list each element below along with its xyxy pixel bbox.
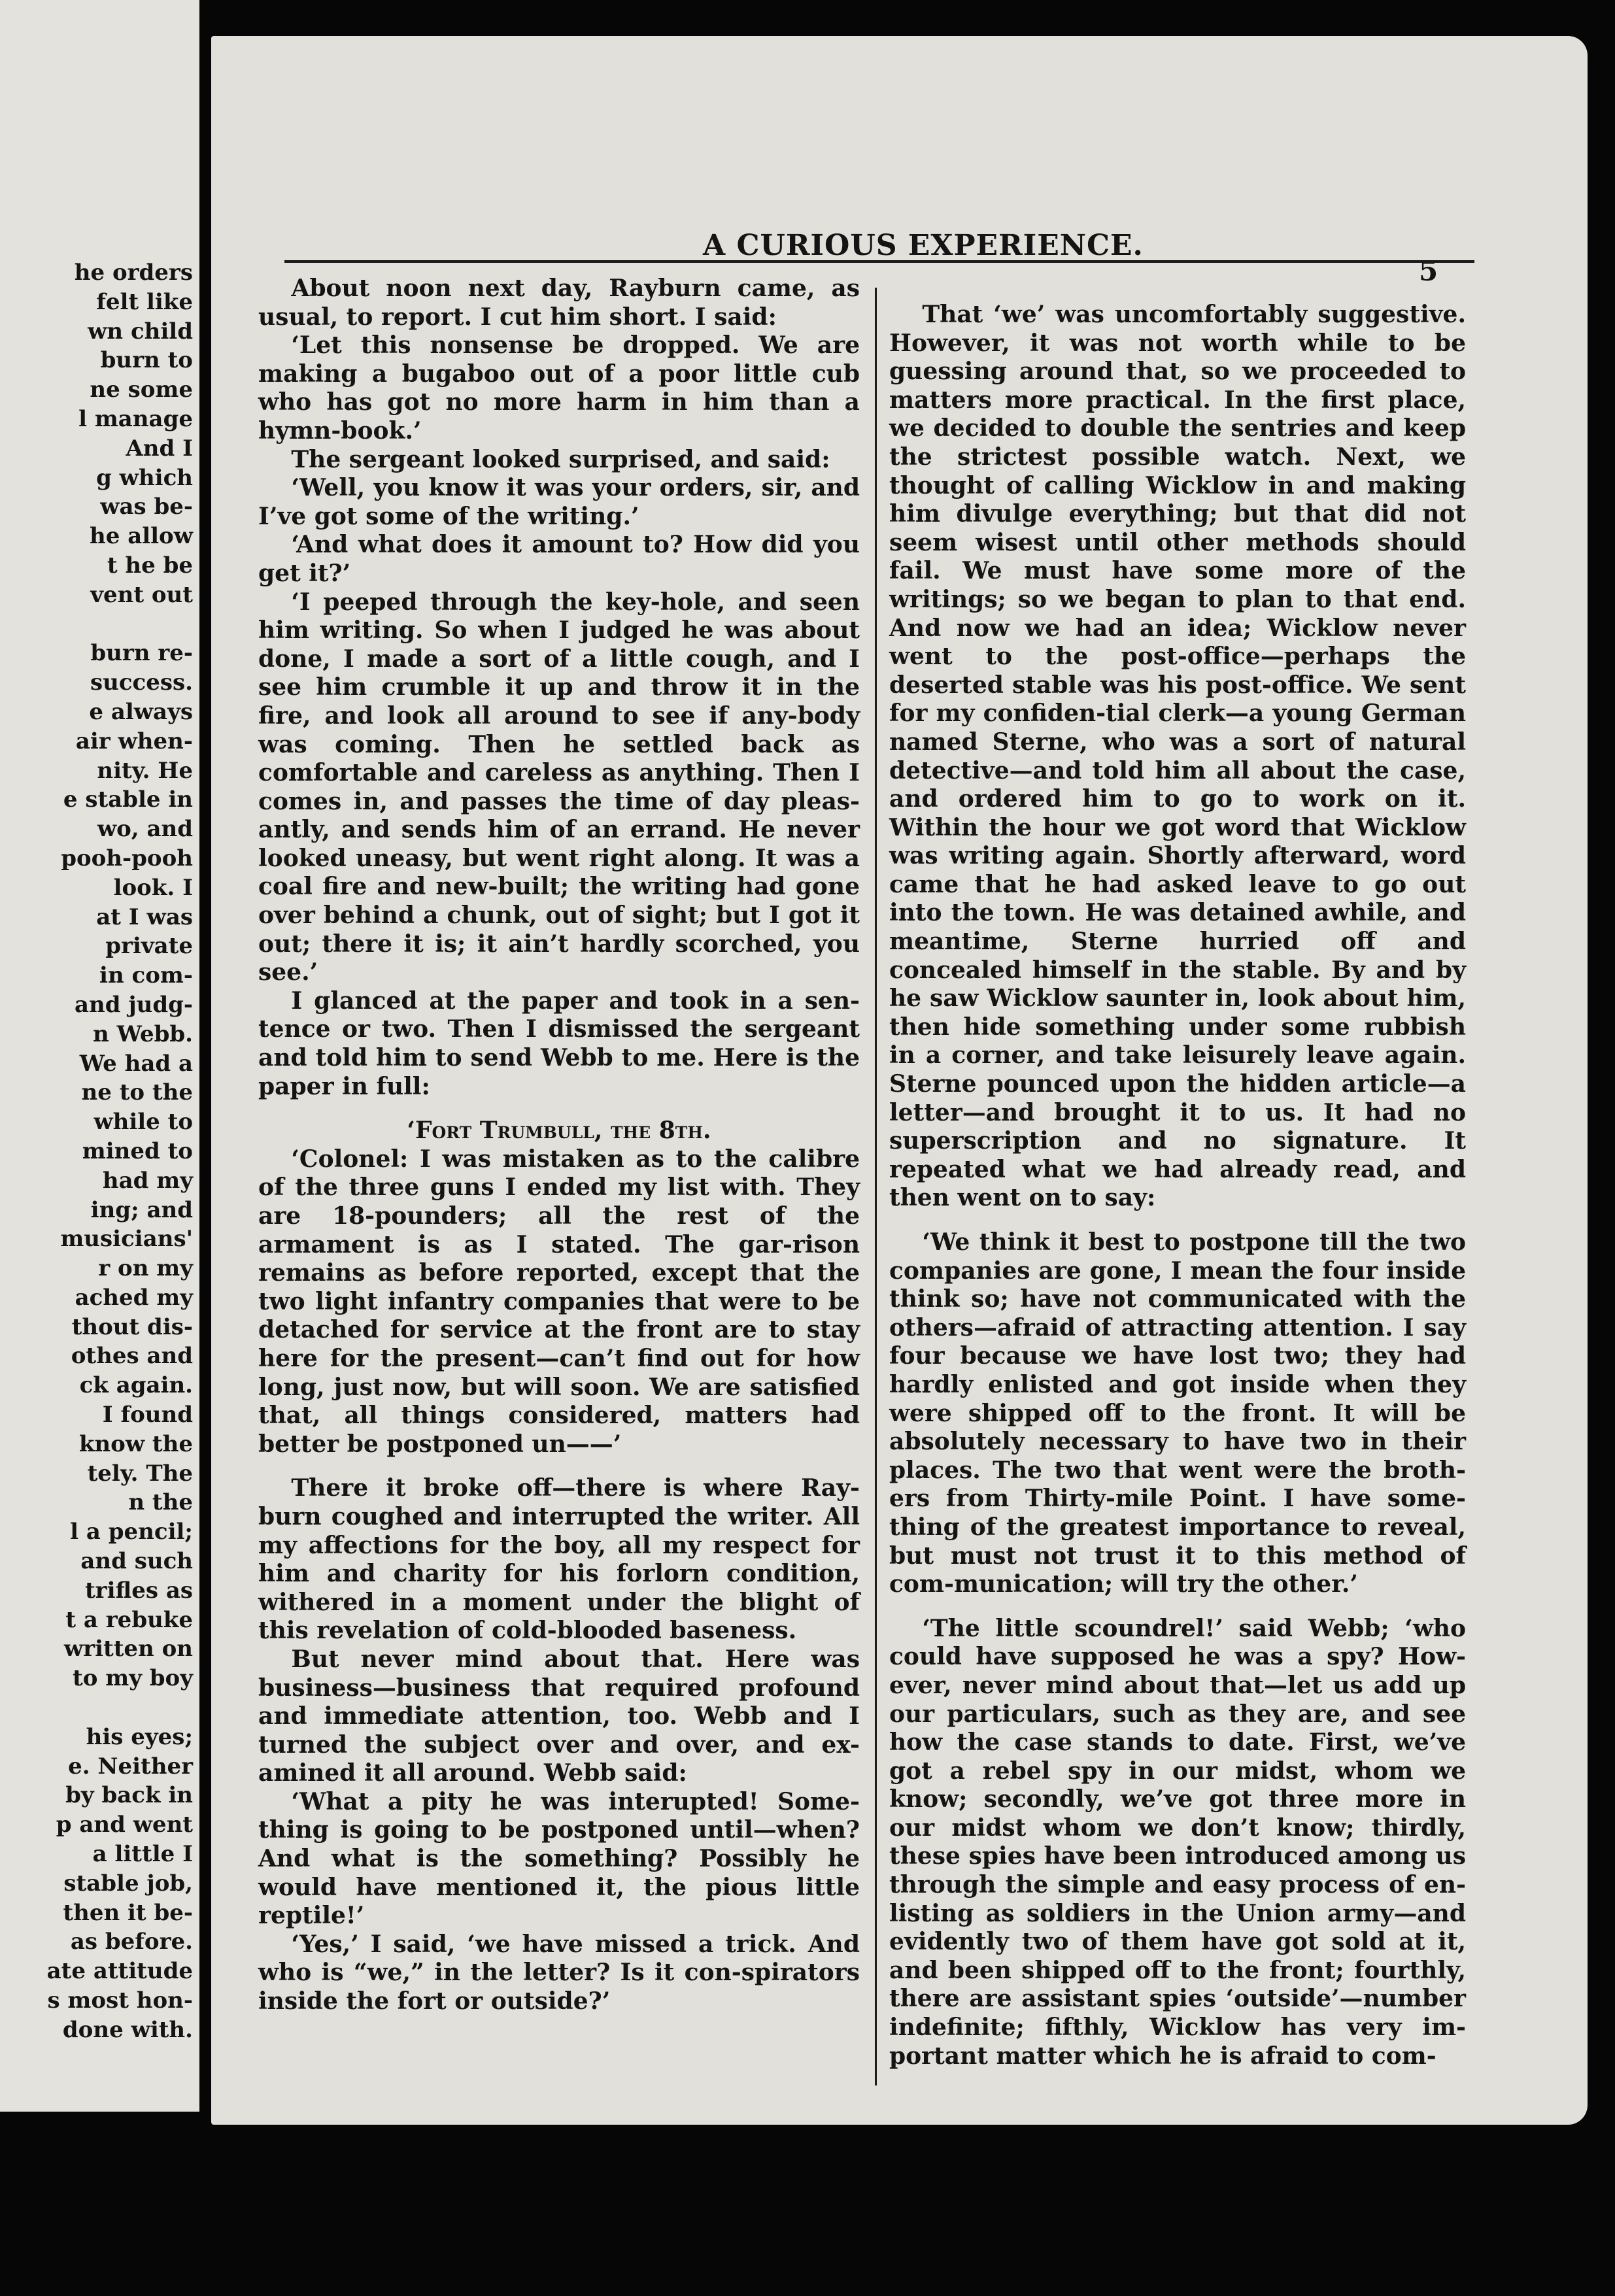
paragraph: ‘Let this nonsense be dropped. We are making a bugaboo out of a poor little cub who has got no more harm in him than a hymn-book.’ (258, 331, 860, 445)
left-column (258, 275, 860, 2016)
paragraph: ‘And what does it amount to? How did you get it?’ (258, 531, 860, 587)
paragraph: ‘The little scoundrel!’ said Webb; ‘who could have supposed he was a spy? How-ever, never mind about that—let us add up our particulars, such as they are, and see how the case stands to date. First, we’ve got a rebel spy in our midst, whom we know; secondly, we’ve got three more in our midst whom we don’t know; thirdly, these spies have been introduced among us through the simple and easy process of en-listing as soldiers in the Union army—and evidently two of them have got sold at it, and been shipped off to the front; fourthly, there are assistant spies ‘outside’—number indefinite; fifthly, Wicklow has very im-portant matter which he is afraid to com- (889, 1614, 1466, 2070)
facing-page-text: he orders felt like wn child burn to ne some l manage And I g which was be- he allow t he be vent out burn re- success. e always air when- nity. He e stable in wo, and pooh-pooh look. I at I was private in com- and judg- n Webb. We had a ne to the while to mined to had my ing; and musicians' r on my ached my thout dis- othes and ck again. I found know the tely. The n the l a pencil; and such trifles as t a rebuke written on to my boy his eyes; e. Neither by back in p and went a little I stable job, then it be- as before. ate attitude s most hon- done with. (46, 260, 193, 2043)
paragraph: There it broke off—there is where Ray-burn coughed and interrupted the writer. All my affections for the boy, all my respect for him and charity for his forlorn condition, withered in a moment under the blight of this revelation of cold-blooded baseness. (258, 1474, 860, 1645)
paragraph: ‘I peeped through the key-hole, and seen him writing. So when I judged he was about done, I made a sort of a little cough, and I see him crumble it up and throw it in the fire, and look all around to see if any-body was coming. Then he settled back as comfortable and careless as anything. Then I comes in, and passes the time of day pleas-antly, and sends him of an errand. He never looked uneasy, but went right along. It was a coal fire and new-built; the writing had gone over behind a chunk, out of sight; but I got it out; there it is; it ain’t hardly scorched, you see.’ (258, 588, 860, 987)
paragraph: I glanced at the paper and took in a sen-tence or two. Then I dismissed the sergeant and told him to send Webb to me. Here is the paper in full: (258, 987, 860, 1100)
paragraph: ‘Well, you know it was your orders, sir, and I’ve got some of the writing.’ (258, 474, 860, 530)
column-divider (875, 288, 877, 2085)
paragraph: ‘What a pity he was interupted! Some-thing is going to be postponed until—when? And what is the something? Possibly he would have mentioned it, the pious little reptile!’ (258, 1787, 860, 1930)
running-title: A CURIOUS EXPERIENCE. (703, 229, 1144, 262)
letter-body: ‘Colonel: I was mistaken as to the calibre of the three guns I ended my list with. They are 18-pounders; all the rest of the armament is as I stated. The gar-rison remains as before reported, except that the two light infantry companies that were to be detached for service at the front are to stay here for the present—can’t find out for how long, just now, but will soon. We are satisfied that, all things considered, matters had better be postponed un——’ (258, 1145, 860, 1458)
paragraph: ‘Yes,’ I said, ‘we have missed a trick. And who is “we,” in the letter? Is it con-spirators inside the fort or outside?’ (258, 1930, 860, 2016)
page-number: 5 (1419, 255, 1438, 287)
paragraph: But never mind about that. Here was business—business that required profound and immediate attention, too. Webb and I turned the subject over and over, and ex-amined it all around. Webb said: (258, 1645, 860, 1787)
paragraph: About noon next day, Rayburn came, as usual, to report. I cut him short. I said: (258, 275, 860, 331)
facing-page-fragment (0, 0, 199, 2112)
letter-body: ‘We think it best to postpone till the two companies are gone, I mean the four inside think so; have not communicated with the others—afraid of attracting attention. I say four because we have lost two; they had hardly enlisted and got inside when they were shipped off to the front. It will be absolutely necessary to have two in their places. The two that went were the broth-ers from Thirty-mile Point. I have some-thing of the greatest importance to reveal, but must not trust it to this method of com-munication; will try the other.’ (889, 1228, 1466, 1598)
right-column (889, 301, 1466, 2070)
letter-dateline: ‘Fort Trumbull, the 8th. (407, 1117, 711, 1145)
paragraph: That ‘we’ was uncomfortably suggestive. However, it was not worth while to be guessing around that, so we proceeded to matters more practical. In the first place, we decided to double the sentries and keep the strictest possible watch. Next, we thought of calling Wicklow in and making him divulge everything; but that did not seem wisest until other methods should fail. We must have some more of the writings; so we began to plan to that end. And now we had an idea; Wicklow never went to the post-office—perhaps the deserted stable was his post-office. We sent for my confiden-tial clerk—a young German named Sterne, who was a sort of natural detective—and told him all about the case, and ordered him to go to work on it. Within the hour we got word that Wicklow was writing again. Shortly afterward, word came that he had asked leave to go out into the town. He was detained awhile, and meantime, Sterne hurried off and concealed himself in the stable. By and by he saw Wicklow saunter in, look about him, then hide something under some rubbish in a corner, and take leisurely leave again. Sterne pounced upon the hidden article—a letter—and brought it to us. It had no superscription and no signature. It repeated what we had already read, and then went on to say: (889, 301, 1466, 1212)
header-rule (284, 260, 1474, 263)
paragraph: The sergeant looked surprised, and said: (291, 445, 830, 473)
